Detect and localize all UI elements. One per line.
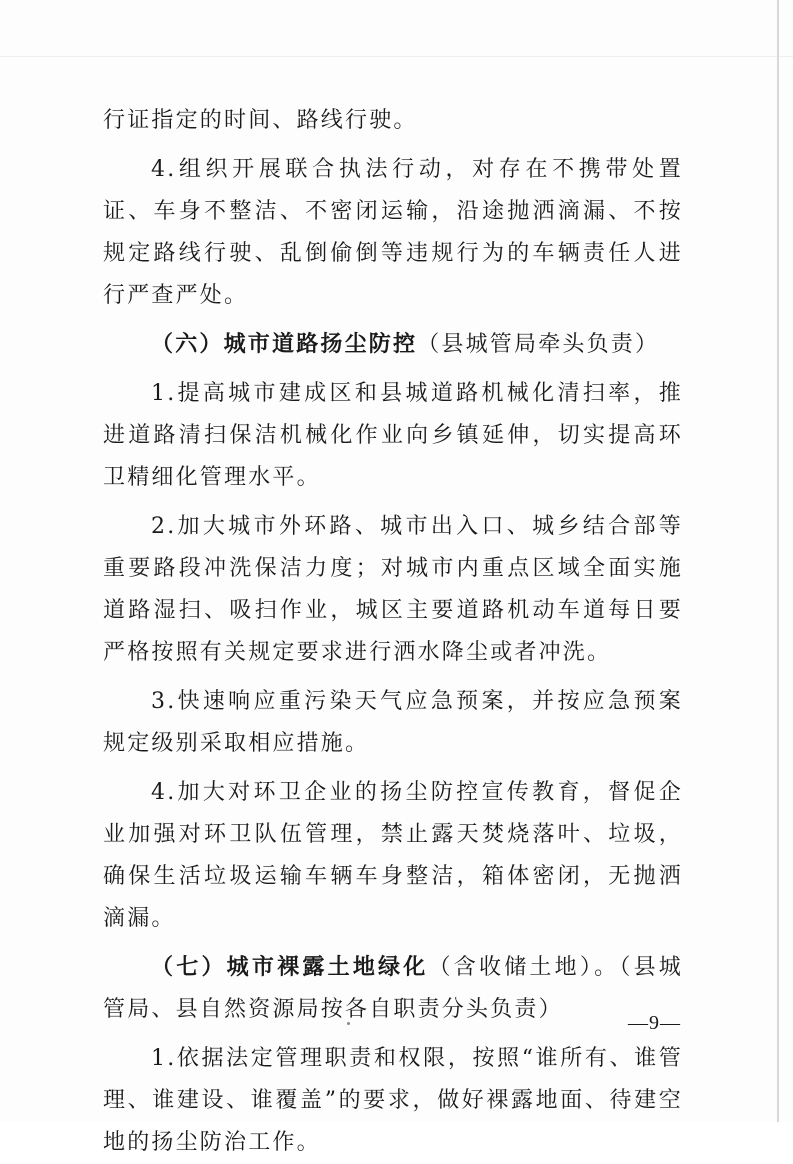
paragraph-sanitation-education: 4.加大对环卫企业的扬尘防控宣传教育，督促企业加强对环卫队伍管理，禁止露天焚烧落叶、垃圾，确保生活垃圾运输车辆车身整洁，箱体密闭，无抛洒滴漏。: [103, 780, 683, 931]
paragraph-road-washing: 2.加大城市外环路、城市出入口、城乡结合部等重要路段冲洗保洁力度；对城市内重点区域全面实施道路湿扫、吸扫作业，城区主要道路机动车道每日要严格按照有关规定要求进行洒水降尘或者冲洗。: [103, 514, 683, 665]
section-heading-land-greening: [103, 947, 683, 1031]
paragraph-emergency-response: 3.快速响应重污染天气应急预案，并按应急预案规定级别采取相应措施。: [103, 689, 683, 756]
page-number: —9—: [628, 1012, 681, 1034]
section-heading-road-dust-note: （县城管局牵头负责）: [417, 332, 660, 357]
scan-top-edge: [0, 56, 793, 57]
scan-right-edge: [777, 0, 779, 1122]
scan-speck: [347, 1022, 350, 1025]
paragraph-mechanized-cleaning: 1.提高城市建成区和县城道路机械化清扫率，推进道路清扫保洁机械化作业向乡镇延伸，切实提高环卫精细化管理水平。: [103, 381, 683, 490]
document-body: [103, 100, 683, 1164]
section-heading-road-dust-title: （六）城市道路扬尘防控: [151, 332, 418, 357]
section-heading-land-greening-note: （含收储土地）。（县城管局、县自然资源局按各自职责分头负责）: [103, 955, 683, 1022]
paragraph-bare-land-cover: 1.依据法定管理职责和权限，按照“谁所有、谁管理、谁建设、谁覆盖”的要求，做好裸露地面、待建空地的扬尘防治工作。: [103, 1046, 683, 1155]
section-heading-land-greening-title: （七）城市裸露土地绿化: [151, 955, 429, 980]
paragraph-continuation: 行证指定的时间、路线行驶。: [103, 108, 418, 133]
section-heading-road-dust: [103, 324, 683, 366]
paragraph-joint-enforcement: 4.组织开展联合执法行动，对存在不携带处置证、车身不整洁、不密闭运输，沿途抛洒滴漏、不按规定路线行驶、乱倒偷倒等违规行为的车辆责任人进行严查严处。: [103, 157, 683, 308]
